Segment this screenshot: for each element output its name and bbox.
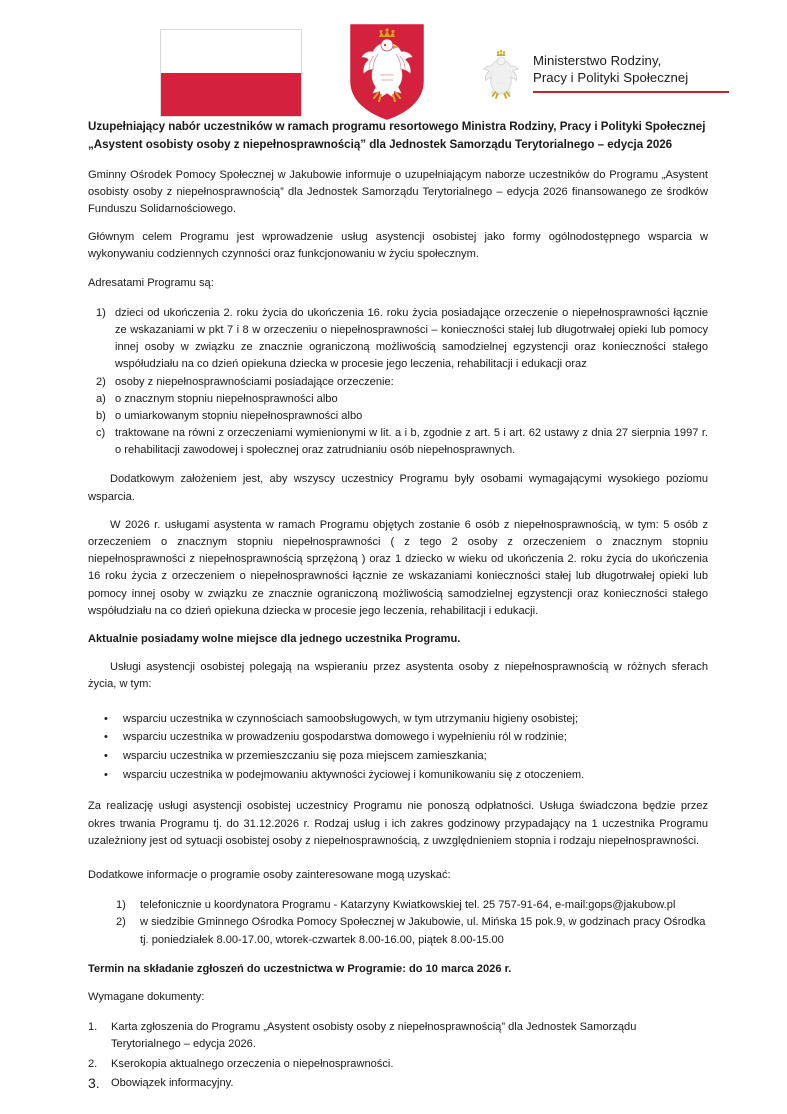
- list-text: telefonicznie u koordynatora Programu - Katarzyny Kwiatkowskiej tel. 25 757-91-64, e-mail:gops@jakubow.pl: [140, 899, 676, 912]
- list-item: [88, 897, 708, 914]
- list-text: traktowane na równi z orzeczeniami wymienionymi w lit. a i b, zgodnie z art. 5 i art. 62 ustawy z dnia 27 sierpnia 1997 r. o rehabilitacji zawodowej i społecznej oraz zatrudnianiu osób niepełnosprawnych.: [115, 427, 708, 457]
- intro-paragraph: Gminny Ośrodek Pomocy Społecznej w Jakubowie informuje o uzupełniającym naborze uczestników do Programu „Asystent osobisty osoby z niepełnosprawnością” dla Jednostek Samorządu Terytorialnego – edycja 2026 finansowanego ze środków Funduszu Solidarnościowego.: [88, 168, 708, 215]
- bullet-icon: •: [104, 769, 108, 782]
- list-item: [88, 914, 708, 948]
- ministry-logo: [478, 47, 729, 99]
- list-item: [88, 374, 708, 391]
- list-item: [88, 767, 708, 785]
- addressees-heading: Adresatami Programu są:: [88, 276, 214, 289]
- list-item: [88, 391, 708, 408]
- list-text: Obowiązek informacyjny.: [111, 1076, 234, 1089]
- list-item: [88, 425, 708, 459]
- payment-paragraph: Za realizację usługi asystencji osobistej uczestnicy Programu nie ponoszą odpłatności. Usługa świadczona będzie przez okres trwania Programu tj. do 31.12.2026 r. Rodzaj usług i ich zakres godzinowy przypadający na 1 uczestnika Programu uzależniony jest od sytuacji osobistej osoby z niepełnosprawnością, z uwzględnieniem stopnia i rodzaju niepełnosprawności.: [88, 800, 708, 847]
- list-text: osoby z niepełnosprawnościami posiadające orzeczenie:: [115, 375, 394, 388]
- services-intro-paragraph: Usługi asystencji osobistej polegają na wspieraniu przez asystenta osoby z niepełnosprawnością w różnych sferach życia, w tym:: [88, 661, 708, 691]
- bullet-icon: •: [104, 750, 108, 763]
- ministry-name-line1: Ministerstwo Rodziny,: [533, 53, 662, 69]
- ministry-name-line2: Pracy i Polityki Społecznej: [533, 69, 689, 85]
- bullet-icon: •: [104, 731, 108, 744]
- list-item: [88, 408, 708, 425]
- services-list: [88, 711, 708, 786]
- list-item: [88, 1019, 708, 1054]
- list-item: [88, 1056, 708, 1073]
- page-title: Uzupełniający nabór uczestników w ramach programu resortowego Ministra Rodziny, Pracy i Polityki Społecznej „Asystent osobisty osoby z niepełnosprawnością” dla Jednostek Samorządu Terytorialnego – edycja 2026: [88, 120, 706, 152]
- ministry-name: [533, 53, 729, 92]
- list-marker: c): [96, 427, 106, 440]
- polish-flag-icon: [160, 29, 302, 117]
- additional-assumption-paragraph: Dodatkowym założeniem jest, aby wszyscy uczestnicy Programu były osobami wymagającymi wysokiego poziomu wsparcia.: [88, 473, 708, 503]
- list-text: Kserokopia aktualnego orzeczenia o niepełnosprawności.: [111, 1057, 394, 1070]
- ministry-eagle-icon: [478, 47, 524, 99]
- list-marker: 2): [116, 916, 126, 929]
- deadline-note: Termin na składanie zgłoszeń do uczestnictwa w Programie: do 10 marca 2026 r.: [88, 962, 512, 975]
- spacer: [88, 786, 708, 798]
- flag-white-stripe: [161, 30, 301, 73]
- list-item: [88, 748, 708, 766]
- year-2026-paragraph: W 2026 r. usługami asystenta w ramach Programu objętych zostanie 6 osób z niepełnosprawnością, w tym: 5 osób z orzeczeniem o znacznym stopniu niepełnosprawności ( z tego 2 osoby z orzeczeniem o znacznym stopniu niepełnosprawności z niepełnosprawnością sprzężoną ) oraz 1 dziecko w wieku od ukończenia 2. roku życia do ukończenia 16 roku życia z orzeczeniem o niepełnosprawności łącznie ze wskazaniami konieczności stałej lub długotrwałej opieki lub pomocy innej osoby w związku ze znacznie ograniczoną możliwością samodzielnej egzystencji oraz konieczności stałego współudziału na co dzień opiekuna dziecka w procesie jego leczenia, rehabilitacji i edukacji.: [88, 518, 708, 617]
- list-marker: 2.: [88, 1057, 98, 1070]
- list-text: w siedzibie Gminnego Ośrodka Pomocy Społecznej w Jakubowie, ul. Mińska 15 pok.9, w godzinach pracy Ośrodka tj. poniedziałek 8.00-17.00, wtorek-czwartek 8.00-16.00, piątek 8.00-15.00: [140, 916, 706, 946]
- contacts-list: [88, 897, 708, 949]
- list-item: [88, 1075, 708, 1093]
- list-marker: 2): [96, 375, 106, 388]
- addressees-list: [88, 305, 708, 460]
- goal-paragraph: Głównym celem Programu jest wprowadzenie usług asystencji osobistej jako formy ogólnodostępnego wsparcia w wykonywaniu codziennych czynności oraz funkcjonowaniu w życiu społecznym.: [88, 231, 708, 261]
- required-documents-heading: Wymagane dokumenty:: [88, 990, 205, 1003]
- list-item: [88, 305, 708, 374]
- list-text: wsparciu uczestnika w podejmowaniu aktywności życiowej i komunikowaniu się z otoczeniem.: [123, 769, 585, 782]
- info-heading: Dodatkowe informacje o programie osoby zainteresowane mogą uzyskać:: [88, 868, 451, 881]
- spacer: [88, 459, 708, 471]
- required-documents-list: [88, 1019, 708, 1092]
- list-item: [88, 711, 708, 729]
- list-marker: 1): [116, 899, 126, 912]
- list-text: o znacznym stopniu niepełnosprawności albo: [115, 392, 338, 405]
- list-marker: 1.: [88, 1021, 98, 1034]
- list-text: dzieci od ukończenia 2. roku życia do ukończenia 16. roku życia posiadające orzeczenie o niepełnosprawności łącznie ze wskazaniami w pkt 7 i 8 w orzeczeniu o niepełnosprawności – konieczności stałej lub długotrwałej opieki lub pomocy innej osoby w związku ze znacznie ograniczoną możliwością samodzielnej egzystencji oraz konieczności stałego współudziału na co dzień opiekuna dziecka w procesie jego leczenia, rehabilitacji i edukacji oraz: [115, 306, 708, 371]
- flag-red-stripe: [161, 73, 301, 116]
- ministry-red-rule: [533, 91, 729, 93]
- list-marker: b): [96, 409, 106, 422]
- document-body: [0, 100, 787, 1092]
- list-text: wsparciu uczestnika w czynnościach samoobsługowych, w tym utrzymaniu higieny osobistej;: [123, 712, 579, 725]
- bullet-icon: •: [104, 712, 108, 725]
- list-text: Karta zgłoszenia do Programu „Asystent osobisty osoby z niepełnosprawnością” dla Jednostek Samorządu Terytorialnego – edycja 2026.: [111, 1021, 637, 1051]
- list-marker: 3.: [88, 1074, 100, 1091]
- logo-header: [0, 0, 787, 100]
- list-item: [88, 729, 708, 747]
- list-marker: a): [96, 392, 106, 405]
- polish-emblem-icon: [346, 23, 428, 123]
- free-place-note: Aktualnie posiadamy wolne miejsce dla jednego uczestnika Programu.: [88, 632, 461, 645]
- list-text: o umiarkowanym stopniu niepełnosprawności albo: [115, 409, 363, 422]
- spacer: [88, 949, 708, 961]
- list-text: wsparciu uczestnika w prowadzeniu gospodarstwa domowego i wypełnieniu ról w rodzinie;: [123, 731, 567, 744]
- list-marker: 1): [96, 306, 106, 319]
- list-text: wsparciu uczestnika w przemieszczaniu się poza miejscem zamieszkania;: [123, 750, 487, 763]
